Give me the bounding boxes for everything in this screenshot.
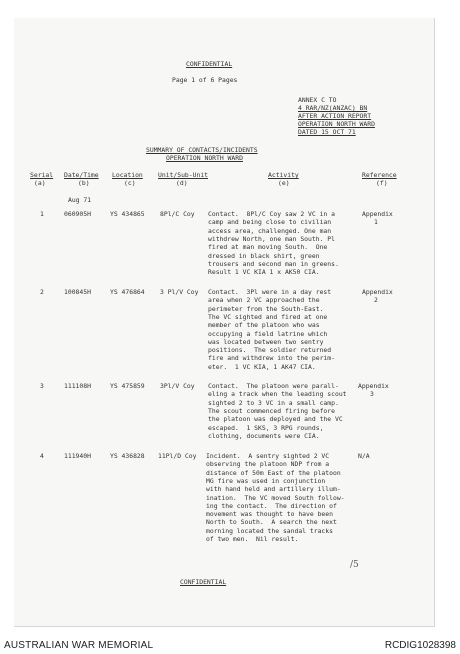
- row-reference: Appendix: [358, 382, 389, 390]
- activity-line: with hand held and artillery illum-: [206, 485, 341, 494]
- row-serial: 1: [40, 210, 44, 218]
- row-location: YS 436828: [110, 452, 145, 460]
- activity-line: sighted 2 to 3 VC in a small camp.: [208, 398, 339, 407]
- month-label: Aug 71: [68, 196, 92, 204]
- col-unit: Unit/Sub-Unit: [158, 171, 209, 179]
- activity-line: Contact. 8Pl/C Coy saw 2 VC in a: [208, 210, 335, 218]
- row-reference: Appendix: [362, 210, 393, 218]
- activity-line: perimeter from the South-East.: [208, 304, 324, 313]
- col-serial: Serial: [30, 171, 54, 179]
- activity-line: area when 2 VC approached the: [208, 296, 320, 305]
- activity-line: fired at man moving South. One: [208, 243, 328, 252]
- activity-line: withdrew North, one man South. Pl: [208, 234, 335, 243]
- row-datetime: 111940H: [64, 452, 91, 460]
- activity-line: the platoon was deployed and the VC: [208, 415, 343, 424]
- activity-line: ing the contact. The direction of: [206, 501, 337, 510]
- col-location-letter: (c): [124, 179, 136, 187]
- activity-line: escaped. 1 SKS, 3 RPG rounds,: [208, 423, 324, 432]
- row-unit: 3 Pl/V Coy: [160, 288, 199, 296]
- annex-line: OPERATION NORTH WARD: [298, 120, 375, 128]
- footer-institution: AUSTRALIAN WAR MEMORIAL: [4, 640, 154, 651]
- col-datetime: Date/Time: [64, 171, 99, 179]
- row-serial: 2: [40, 288, 44, 296]
- activity-line: Contact. 3Pl were in a day rest: [208, 288, 332, 296]
- col-serial-letter: (a): [34, 179, 46, 187]
- annex-line: AFTER ACTION REPORT: [298, 112, 372, 120]
- classification-top: CONFIDENTIAL: [186, 60, 233, 68]
- row-datetime: 060905H: [64, 210, 91, 218]
- activity-line: positions. The soldier returned: [208, 346, 332, 355]
- activity-line: The VC sighted and fired at one: [208, 312, 328, 321]
- activity-line: observing the platoon NDP from a: [206, 460, 330, 469]
- row-reference: Appendix: [362, 288, 393, 296]
- activity-line: camp and being close to civilian: [208, 218, 332, 227]
- classification-bottom: CONFIDENTIAL: [180, 578, 227, 586]
- activity-line: of two men. Nil result.: [206, 535, 299, 543]
- row-reference: 2: [374, 296, 378, 304]
- activity-line: distance of 50m East of the platoon: [206, 468, 341, 477]
- col-location: Location: [112, 171, 143, 179]
- row-datetime: 100845H: [64, 288, 91, 296]
- row-datetime: 111108H: [64, 382, 91, 390]
- activity-line: eling a track when the leading scout: [208, 390, 347, 399]
- activity-line: North to South. A search the next: [206, 518, 337, 527]
- activity-line: Result 1 VC KIA 1 x AK50 CIA.: [208, 268, 320, 277]
- activity-line: was located between two sentry: [208, 337, 324, 346]
- activity-line: movement was thought to have been: [206, 510, 333, 519]
- activity-line: fire and withdrew into the perim-: [208, 354, 335, 363]
- activity-line: dressed in black shirt, green: [208, 251, 320, 260]
- summary-title: SUMMARY OF CONTACTS/INCIDENTS: [146, 146, 258, 154]
- col-activity: Activity: [268, 171, 299, 179]
- row-serial: 4: [40, 452, 44, 460]
- activity-line: eter. 1 VC KIA, 1 AK47 CIA.: [208, 362, 316, 371]
- row-unit: 11Pl/D Coy: [158, 452, 197, 460]
- annex-line: DATED 15 OCT 71: [298, 128, 356, 136]
- activity-line: The scout commenced firing before: [208, 406, 335, 415]
- summary-subtitle: OPERATION NORTH WARD: [166, 154, 243, 162]
- activity-line: clothing, documents were CIA.: [208, 431, 320, 440]
- activity-line: member of the platoon who was: [208, 321, 320, 330]
- col-reference: Reference: [362, 171, 397, 179]
- row-unit: 3Pl/V Coy: [160, 382, 195, 390]
- row-reference: N/A: [358, 452, 370, 460]
- row-reference: 1: [374, 218, 378, 226]
- row-reference: 3: [370, 390, 374, 398]
- row-location: YS 475859: [110, 382, 145, 390]
- activity-line: MG fire was used in conjunction: [206, 476, 326, 485]
- activity-line: trousers and second man in greens.: [208, 259, 339, 268]
- activity-line: morning located the sandal tracks: [206, 526, 333, 535]
- col-reference-letter: (f): [376, 179, 388, 187]
- col-datetime-letter: (b): [78, 179, 90, 187]
- row-unit: 8Pl/C Coy: [160, 210, 195, 218]
- row-location: YS 434865: [110, 210, 145, 218]
- activity-line: occupying a field latrine which: [208, 329, 328, 338]
- col-activity-letter: (e): [278, 179, 290, 187]
- archive-footer: [0, 630, 460, 654]
- activity-line: Contact. The platoon were parall-: [208, 382, 339, 390]
- footer-record-id: RCDIG1028398: [384, 640, 456, 651]
- page-count: Page 1 of 6 Pages: [172, 76, 238, 84]
- row-location: YS 476864: [110, 288, 145, 296]
- annex-line: 4 RAR/NZ(ANZAC) BN: [298, 104, 368, 112]
- activity-line: Incident. A sentry sighted 2 VC: [206, 452, 330, 460]
- row-serial: 3: [40, 382, 44, 390]
- col-unit-letter: (d): [176, 179, 188, 187]
- annex-line: ANNEX C TO: [298, 96, 337, 104]
- activity-line: ination. The VC moved South follow-: [206, 493, 345, 502]
- page-continuation-mark: /5: [350, 560, 359, 570]
- activity-line: access area, challenged. One man: [208, 226, 332, 235]
